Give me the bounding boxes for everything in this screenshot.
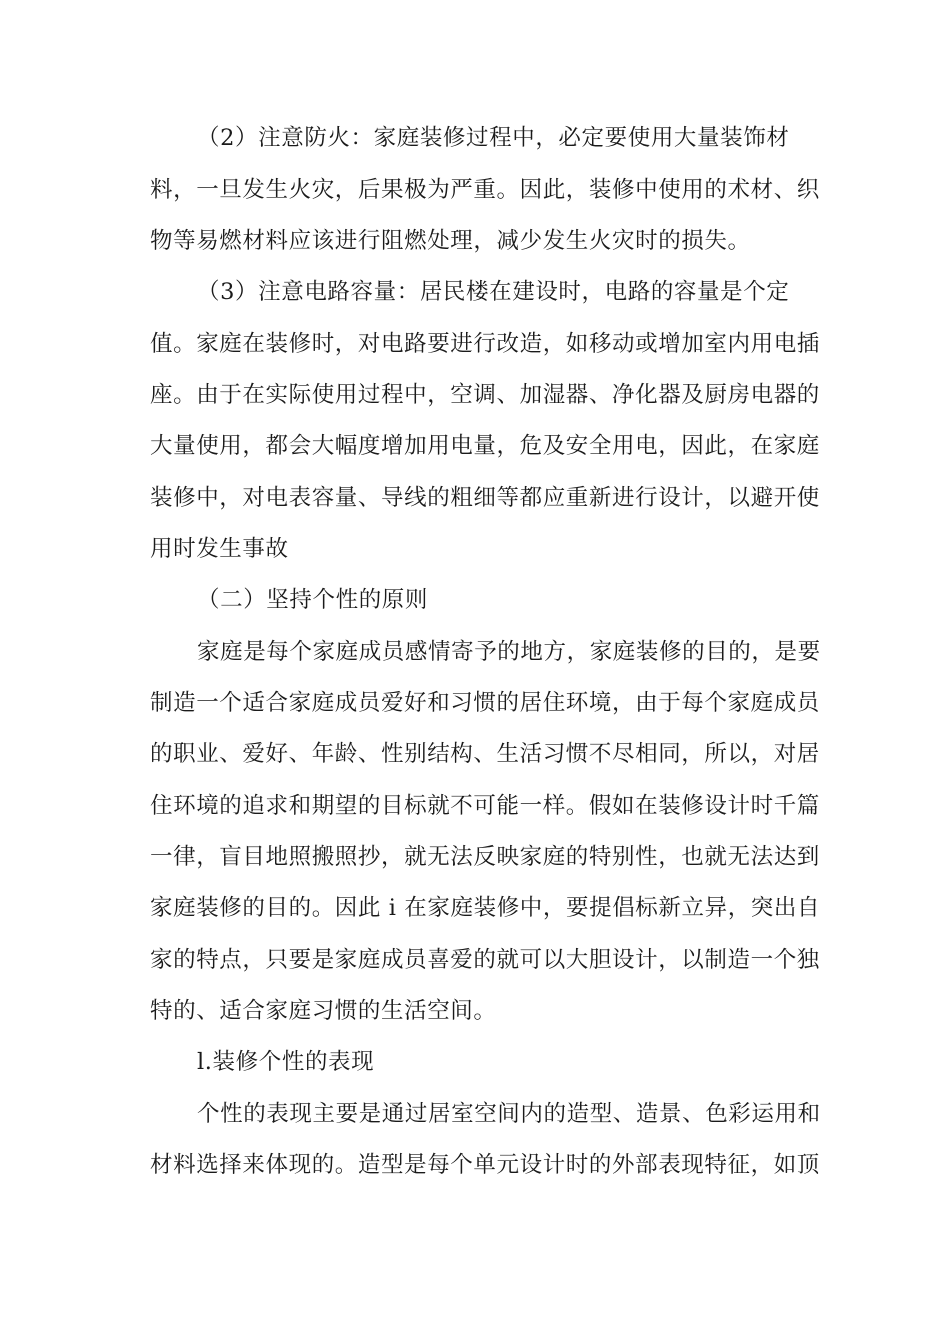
paragraph-line: 一律，盲目地照搬照抄，就无法反映家庭的特别性，也就无法达到 — [150, 844, 820, 870]
paragraph-line: 座。由于在实际使用过程中，空调、加湿器、净化器及厨房电器的 — [150, 382, 820, 408]
paragraph-line: （2）注意防火：家庭装修过程中，必定要使用大量装饰材 — [197, 125, 790, 151]
paragraph-line: 装修中，对电表容量、导线的粗细等都应重新进行设计，以避开使 — [150, 485, 820, 511]
paragraph-line: 用时发生事故 — [150, 536, 289, 562]
paragraph-line: 制造一个适合家庭成员爱好和习惯的居住环境，由于每个家庭成员 — [150, 690, 820, 716]
paragraph-line: 值。家庭在装修时，对电路要进行改造，如移动或增加室内用电插 — [150, 331, 820, 357]
paragraph-line: 特的、适合家庭习惯的生活空间。 — [150, 998, 497, 1024]
paragraph-line: 的职业、爱好、年龄、性别结构、生活习惯不尽相同，所以，对居 — [150, 741, 820, 767]
paragraph-line: 料，一旦发生火灾，后果极为严重。因此，装修中使用的术材、织 — [150, 177, 820, 203]
paragraph-line: 家庭装修的目的。因此 i 在家庭装修中，要提倡标新立异，突出自 — [150, 895, 821, 921]
subsection-heading: l.装修个性的表现 — [197, 1049, 375, 1075]
paragraph-line: （3）注意电路容量：居民楼在建设时，电路的容量是个定 — [197, 279, 790, 305]
paragraph-line: 家庭是每个家庭成员感情寄予的地方，家庭装修的目的，是要 — [197, 639, 821, 665]
paragraph-line: 物等易燃材料应该进行阻燃处理，减少发生火灾时的损失。 — [150, 228, 751, 254]
section-heading: （二）坚持个性的原则 — [197, 587, 429, 613]
paragraph-line: 家的特点，只要是家庭成员喜爱的就可以大胆设计，以制造一个独 — [150, 947, 820, 973]
paragraph-line: 住环境的追求和期望的目标就不可能一样。假如在装修设计时千篇 — [150, 793, 820, 819]
paragraph-line: 材料选择来体现的。造型是每个单元设计时的外部表现特征，如顶 — [150, 1152, 820, 1178]
paragraph-line: 大量使用，都会大幅度增加用电量，危及安全用电，因此，在家庭 — [150, 433, 820, 459]
paragraph-line: 个性的表现主要是通过居室空间内的造型、造景、色彩运用和 — [197, 1101, 821, 1127]
